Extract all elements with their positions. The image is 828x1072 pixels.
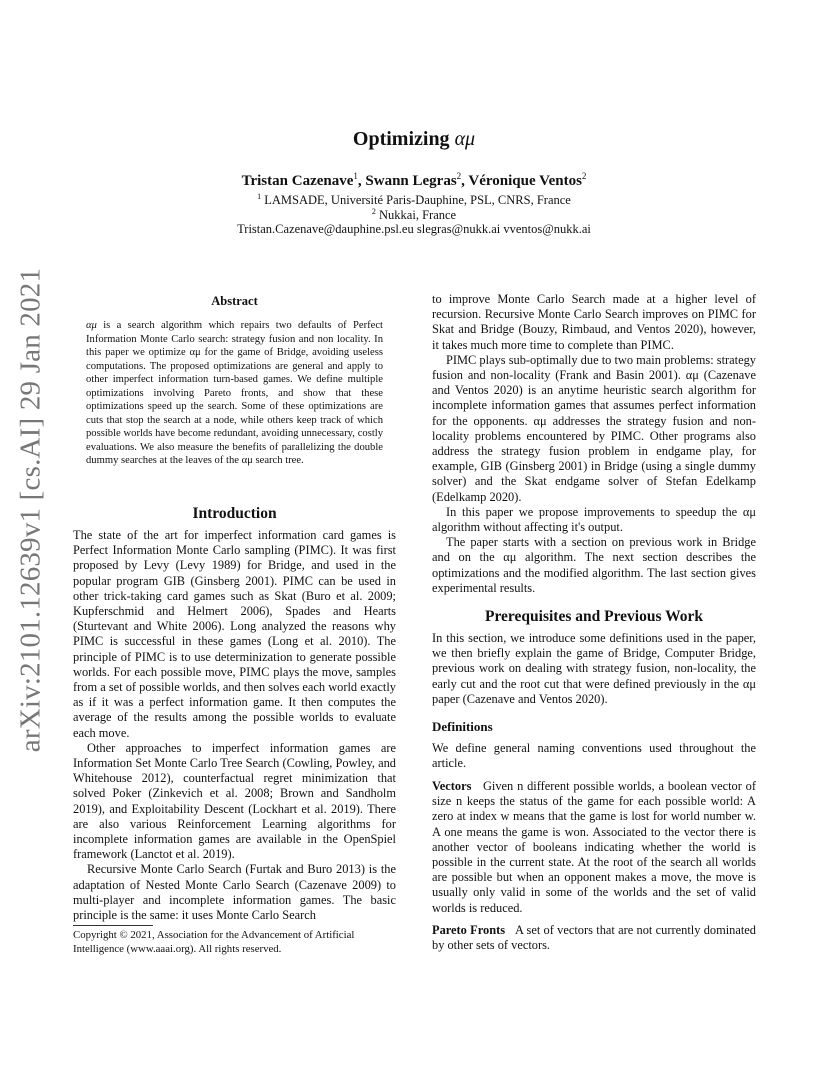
definitions-paragraph: We define general naming conventions used throughout the article. — [432, 741, 756, 771]
intro-paragraph-5: In this paper we propose improvements to speedup the αμ algorithm without affecting it's output. — [432, 504, 756, 535]
footnote-rule — [73, 925, 153, 926]
intro-paragraph-4: PIMC plays sub-optimally due to two main problems: strategy fusion and non-locality (Frank and Basin 2001). αμ (Cazenave and Ventos 2020) is an anytime heuristic search algorithm for incomplete information games that assumes perfect information for the opponents. αμ addresses the strategy fusion and non-locality problems encountered by PIMC. Other programs also address the strategy fusion problem in endgame play, for example, GIB (Ginsberg 2001) in Bridge (using a single dummy solver) and the Skat endgame solver of Stefan Edelkamp (Edelkamp 2020). — [432, 352, 756, 504]
author-emails: Tristan.Cazenave@dauphine.psl.eu slegras@nukk.ai vventos@nukk.ai — [237, 222, 591, 236]
prerequisites-paragraph: In this section, we introduce some definitions used in the paper, we then briefly explain the game of Bridge, Computer Bridge, previous work on dealing with strategy fusion, non-locality, the early cut and the root cut that were defined previously in the αμ paper (Cazenave and Ventos 2020). — [432, 631, 756, 706]
title-math: αμ — [454, 128, 476, 150]
pareto-label: Pareto Fronts — [432, 923, 506, 937]
intro-paragraph-6: The paper starts with a section on previous work in Bridge and on the αμ algorithm. The next section describes the optimizations and the modified algorithm. The last section gives experimental results. — [432, 535, 756, 595]
author-3: Véronique Ventos — [468, 173, 582, 189]
vectors-label: Vectors — [432, 779, 472, 793]
intro-paragraph-3: Recursive Monte Carlo Search (Furtak and Buro 2013) is the adaptation of Nested Monte Carlo Search (Cazenave 2009) to multi-player and incomplete information games. The basic principle is the same: it uses Monte Carlo Search — [73, 862, 396, 923]
vectors-paragraph: Vectors Given n different possible worlds, a boolean vector of size n keeps the status of the game for each possible world: A zero at index w means that the game is lost for world number w. A one means the game is won. Associated to the vector there is another vector of booleans indicating whether the world is possible in the current state. At the root of the search all worlds are possible but when an opponent makes a move, the move is usually only valid in some of the worlds and the set of valid worlds is reduced. — [432, 779, 756, 915]
intro-paragraph-1: The state of the art for imperfect information card games is Perfect Information Monte Carlo sampling (PIMC). It was first proposed by Levy (Levy 1989) for Bridge, and used in the popular program GIB (Ginsberg 2001). PIMC can be used in other trick-taking card games such as Skat (Buro et al. 2009; Kupferschmid and Helmert 2006), Spades and Hearts (Sturtevant and White 2006). Long analyzed the reasons why PIMC is successful in these games (Long et al. 2010). The principle of PIMC is to use determinization to generate possible worlds. For each possible move, PIMC plays the move, samples from a set of possible worlds, and then solves each world exactly as if it was a perfect information game. It then computes the average of the results among the possible worlds to evaluate each move. — [73, 528, 396, 740]
author-2: Swann Legras — [365, 173, 457, 189]
pareto-paragraph: Pareto Fronts A set of vectors that are not currently dominated by other sets of vectors. — [432, 923, 756, 953]
author-list: Tristan Cazenave$^1$, Swann Legras$^2$, Véronique Ventos$^2$ — [241, 171, 587, 189]
copyright-footnote: Copyright © 2021, Association for the Advancement of Artificial Intelligence (www.aaai.org). All rights reserved. — [73, 929, 355, 955]
affiliation-1: $^1$ LAMSADE, Université Paris-Dauphine, PSL, CNRS, France — [257, 192, 571, 208]
prerequisites-heading: Prerequisites and Previous Work — [484, 608, 704, 625]
abstract-text: αμ is a search algorithm which repairs two defaults of Perfect Information Monte Carlo search: strategy fusion and non locality. In this paper we optimize αμ for the game of Bridge, avoiding useless computations. The proposed optimizations are general and apply to other imperfect information turn-based games. We define multiple optimizations involving Pareto fronts, and show that these optimizations speed up the search. Some of these optimizations are cuts that stop the search at a node, while others keep track of which possible worlds have become redundant, avoiding unnecessary, costly evaluations. We also measure the benefits of parallelizing the double dummy searches at the leaves of the αμ search tree. — [86, 320, 383, 466]
introduction-heading: Introduction — [192, 505, 277, 522]
affiliation-2: $^2$ Nukkai, France — [371, 207, 457, 223]
arxiv-side-identifier: arXiv:2101.12639v1 [cs.AI] 29 Jan 2021 — [14, 267, 47, 753]
intro-right-column — [432, 292, 756, 596]
abstract-heading: Abstract — [211, 294, 258, 308]
intro-paragraph-3-cont: to improve Monte Carlo Search made at a higher level of recursion. Recursive Monte Carlo Search improves on PIMC for Skat and Bridge (Bouzy, Rimbaud, and Ventos 2020), however, it takes much more time to complete than PIMC. — [432, 292, 756, 352]
author-1: Tristan Cazenave — [241, 173, 354, 189]
intro-paragraph-2: Other approaches to imperfect information games are Information Set Monte Carlo Tree Search (Cowling, Powley, and Whitehouse 2012), counterfactual regret minimization that solved Poker (Zinkevich et al. 2008; Brown and Sandholm 2019), and Exploitability Descent (Lockhart et al. 2019). There are also various Reinforcement Learning algorithms for incomplete information games are available in the OpenSpiel framework (Lanctot et al. 2019). — [73, 740, 396, 862]
intro-left-column — [73, 528, 396, 923]
paper-title: Optimizing αμ — [352, 128, 476, 150]
definitions-heading: Definitions — [432, 719, 493, 734]
